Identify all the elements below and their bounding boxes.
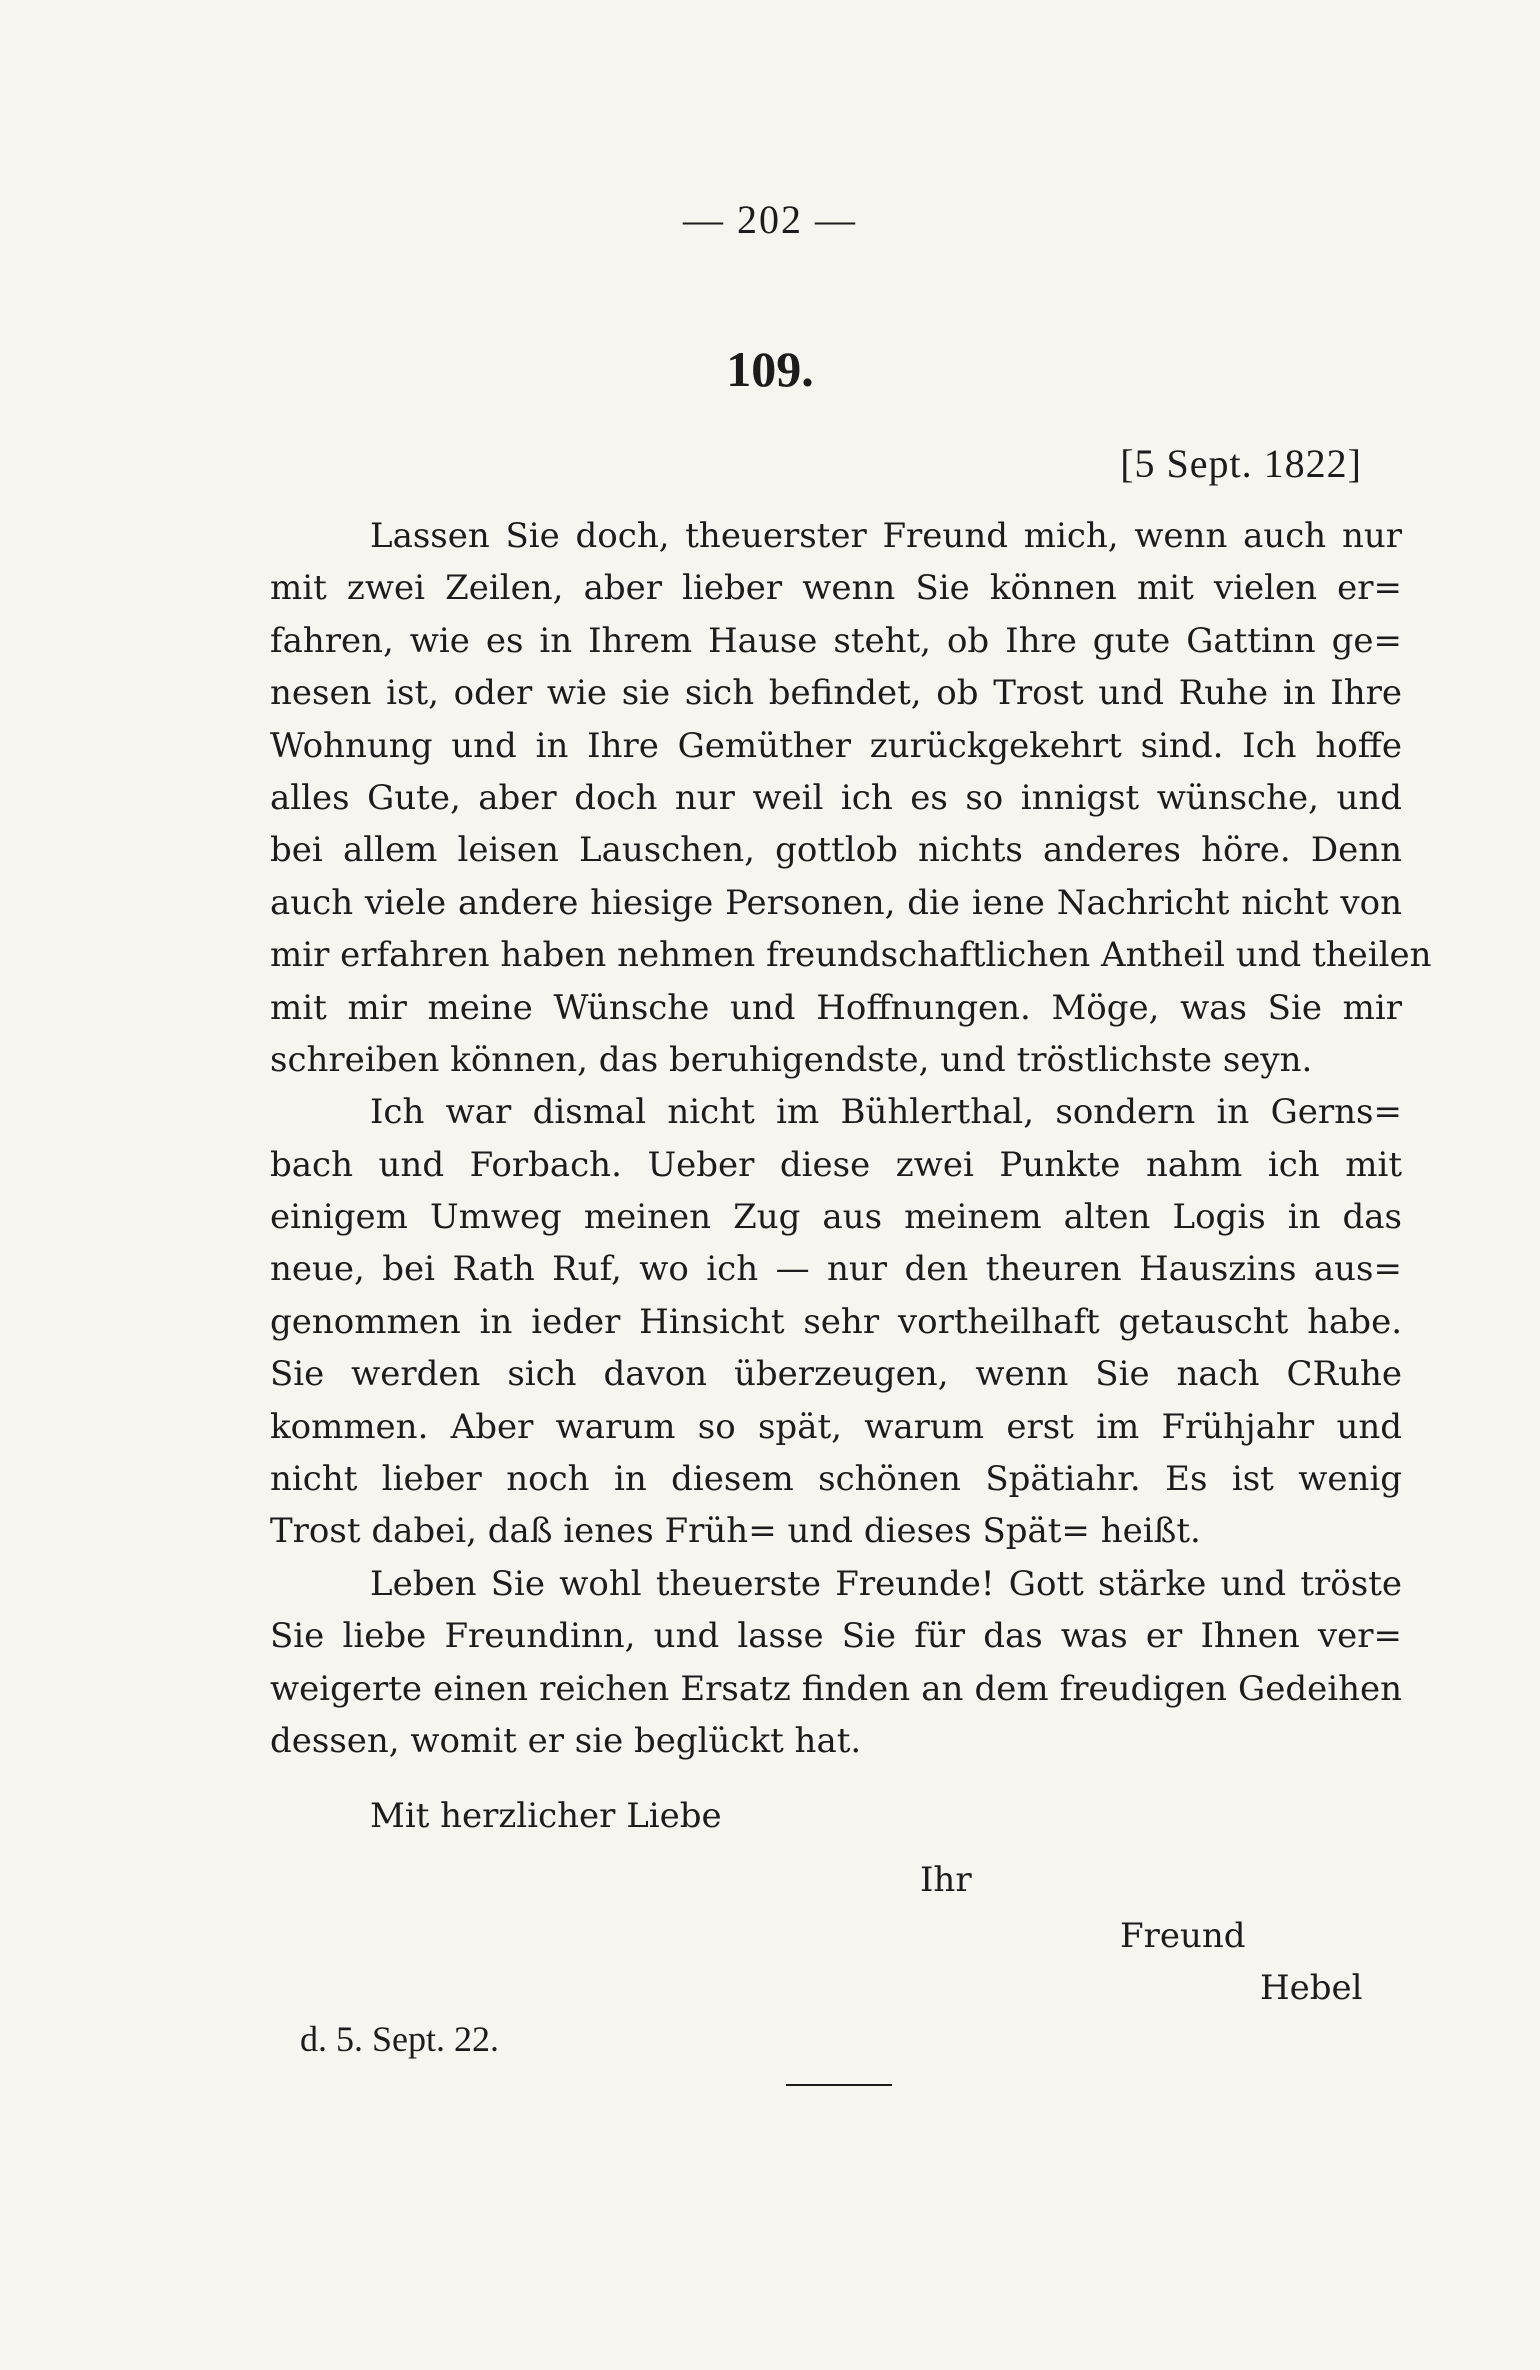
body-line: schreiben können, das beruhigendste, und tröstlichste seyn. <box>270 1039 1313 1080</box>
body-line: auch viele andere hiesige Personen, die iene Nachricht nicht von <box>270 882 1402 923</box>
body-line: kommen. Aber warum so spät, warum erst im Frühjahr und <box>270 1406 1402 1447</box>
body-line: weigerte einen reichen Ersatz finden an dem freudigen Gedeihen <box>270 1668 1402 1709</box>
body-line: Trost dabei, daß ienes Früh= und dieses Spät= heißt. <box>270 1511 1201 1552</box>
body-line: alles Gute, aber doch nur weil ich es so innigst wünsche, und <box>270 777 1402 818</box>
letter-body <box>270 510 1432 1767</box>
body-line: nicht lieber noch in diesem schönen Spätiahr. Es ist wenig <box>270 1459 1402 1500</box>
footer-date: d. 5. Sept. 22. <box>300 2019 500 2059</box>
body-line: fahren, wie es in Ihrem Hause steht, ob Ihre gute Gattinn ge= <box>270 620 1402 661</box>
closing-greeting: Mit herzlicher Liebe <box>370 1796 722 1836</box>
body-line: einigem Umweg meinen Zug aus meinem alten Logis in das <box>270 1197 1402 1238</box>
body-line: Wohnung und in Ihre Gemüther zurückgekehrt sind. Ich hoffe <box>270 725 1402 766</box>
body-line: Ich war dismal nicht im Bühlerthal, sondern in Gerns= <box>370 1092 1402 1133</box>
closing-freund: Freund <box>1120 1916 1246 1956</box>
letter-date-heading: [5 Sept. 1822] <box>1120 441 1362 486</box>
end-divider <box>786 2084 892 2086</box>
letter-number: 109. <box>726 341 814 397</box>
body-line: genommen in ieder Hinsicht sehr vortheilhaft getauscht habe. <box>270 1301 1402 1342</box>
body-line: Lassen Sie doch, theuerster Freund mich, wenn auch nur <box>370 516 1402 556</box>
signature-name: Hebel <box>1260 1968 1363 2008</box>
body-line: nesen ist, oder wie sie sich befindet, ob Trost und Ruhe in Ihre <box>270 673 1402 714</box>
body-line: dessen, womit er sie beglückt hat. <box>270 1720 862 1761</box>
page-number: — 202 — <box>683 197 857 242</box>
body-line: neue, bei Rath Ruf, wo ich — nur den theuren Hauszins aus= <box>270 1249 1402 1290</box>
body-line: mir erfahren haben nehmen freundschaftlichen Antheil und theilen <box>270 935 1432 976</box>
body-line: Leben Sie wohl theuerste Freunde! Gott stärke und tröste <box>370 1563 1402 1604</box>
body-line: bei allem leisen Lauschen, gottlob nichts anderes höre. Denn <box>270 830 1402 871</box>
body-line: Sie liebe Freundinn, und lasse Sie für das was er Ihnen ver= <box>270 1616 1402 1657</box>
body-line: mit mir meine Wünsche und Hoffnungen. Möge, was Sie mir <box>270 987 1402 1028</box>
body-line: Sie werden sich davon überzeugen, wenn Sie nach CRuhe <box>270 1354 1402 1395</box>
closing-ihr: Ihr <box>920 1860 972 1900</box>
body-line: mit zwei Zeilen, aber lieber wenn Sie können mit vielen er= <box>270 568 1402 609</box>
body-line: bach und Forbach. Ueber diese zwei Punkte nahm ich mit <box>270 1144 1402 1185</box>
